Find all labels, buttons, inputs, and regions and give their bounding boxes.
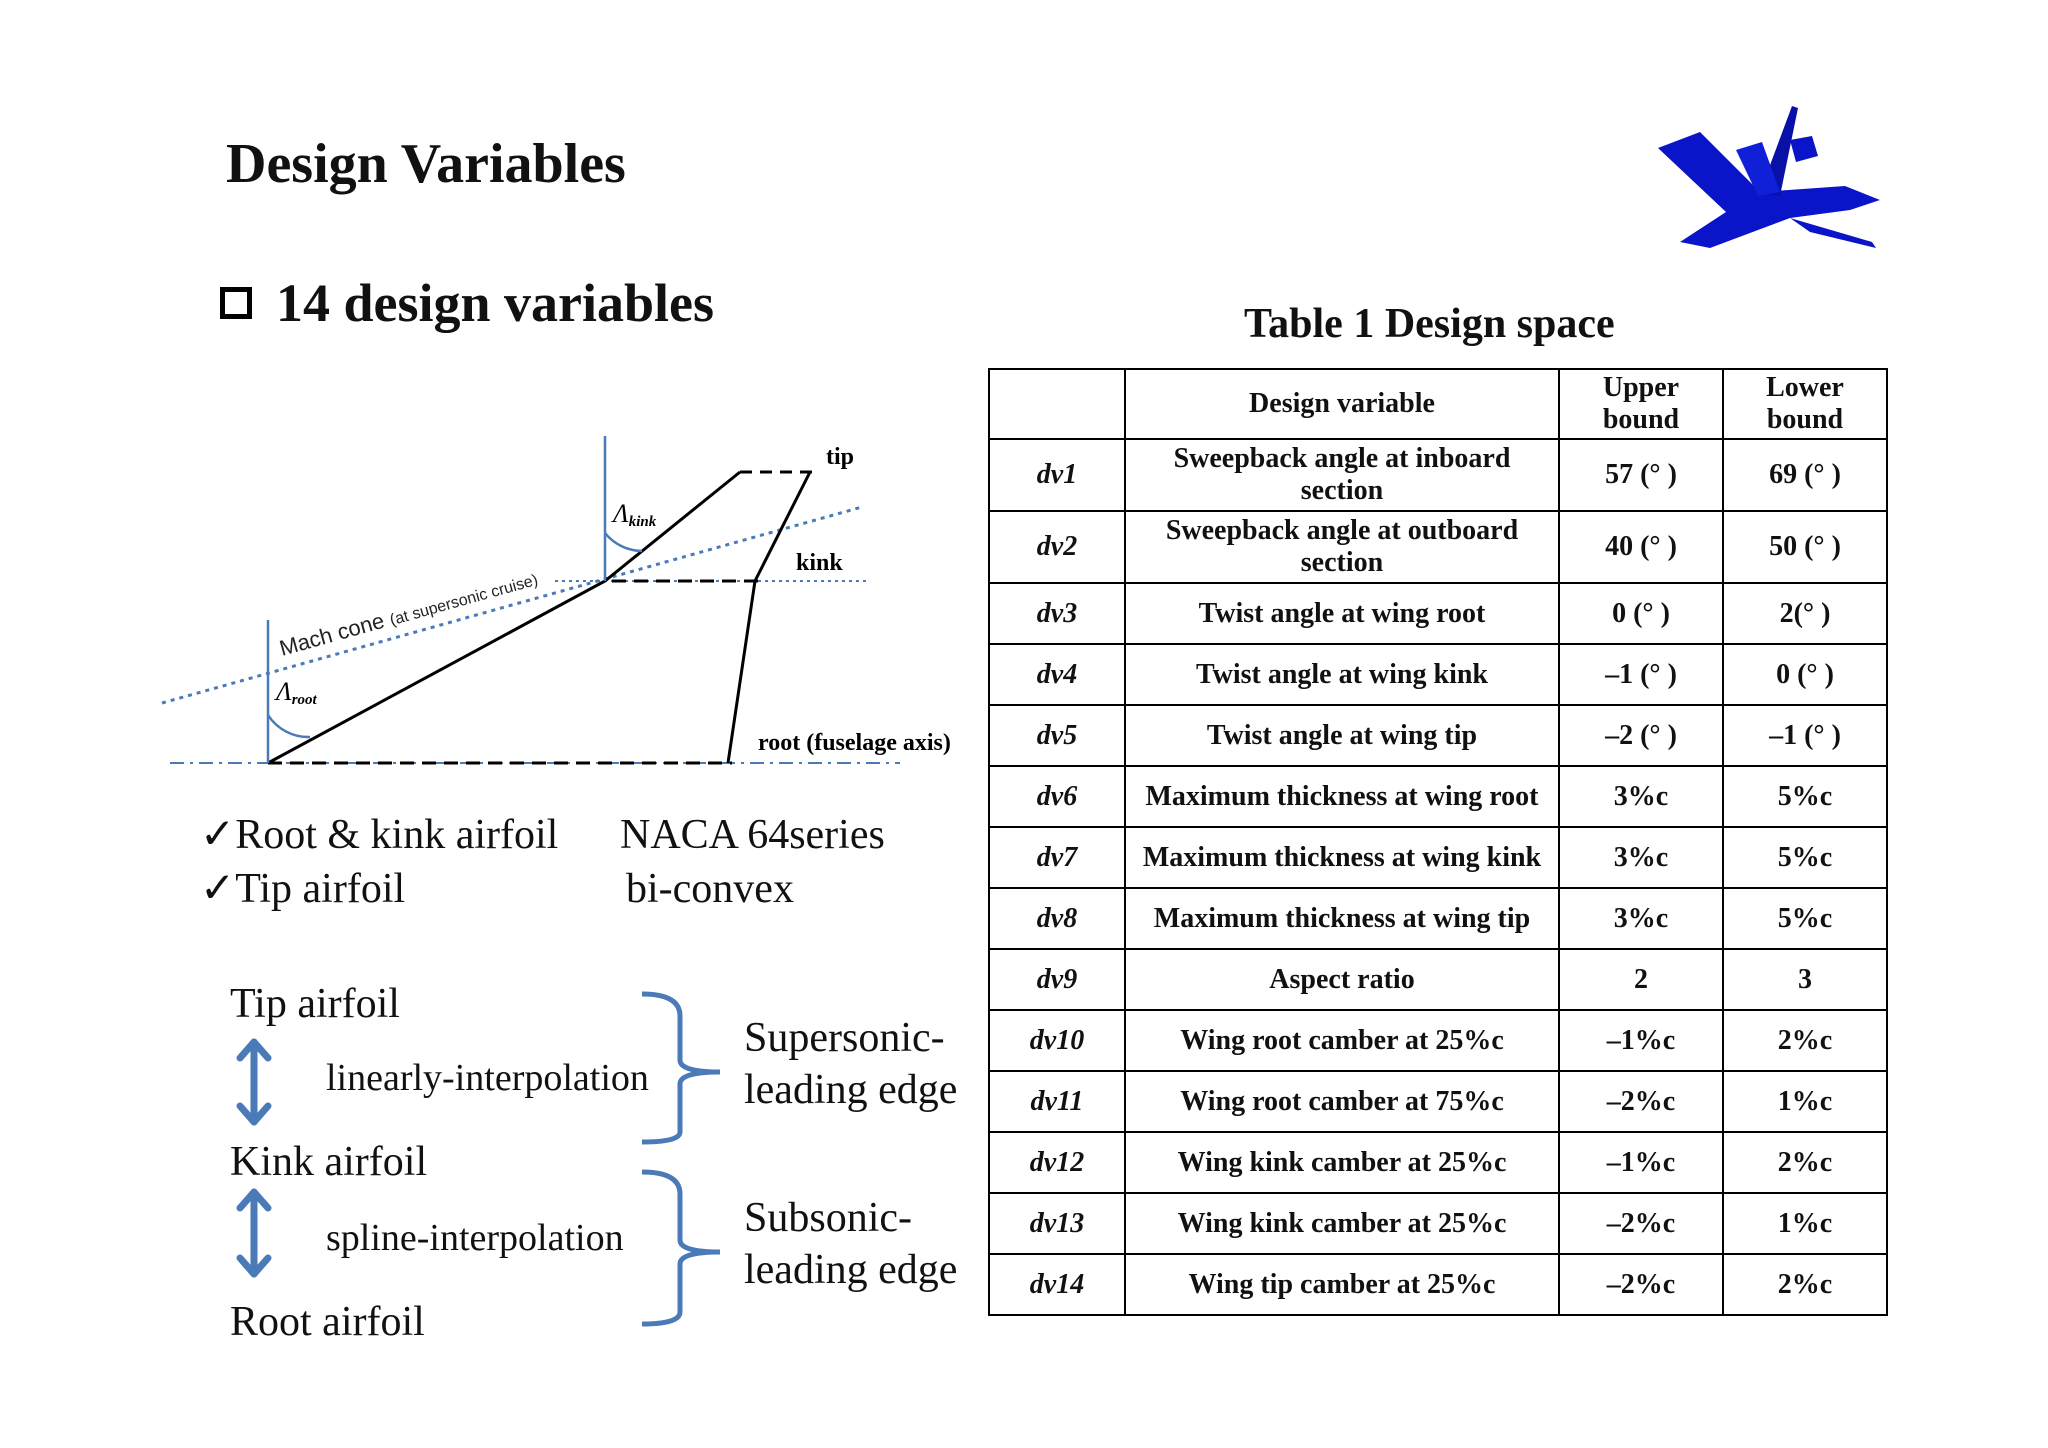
spline-interp-label: spline-interpolation bbox=[326, 1217, 624, 1259]
bullet-item bbox=[220, 272, 714, 334]
dv-id-cell: dv7 bbox=[989, 827, 1125, 888]
right-brace-icon bbox=[642, 994, 720, 1142]
table-row bbox=[989, 705, 1887, 766]
interp-graphics bbox=[150, 960, 990, 1360]
airfoil-row bbox=[200, 862, 885, 916]
airplane-icon bbox=[1640, 100, 1890, 270]
upper-bound-cell: –1%c bbox=[1559, 1010, 1723, 1071]
lower-bound-cell: 3 bbox=[1723, 949, 1887, 1010]
upper-bound-cell: 40 (° ) bbox=[1559, 511, 1723, 583]
root-airfoil-label: Root airfoil bbox=[230, 1299, 425, 1345]
lambda-root-label: Λroot bbox=[276, 677, 317, 708]
table-row bbox=[989, 1010, 1887, 1071]
table-row bbox=[989, 827, 1887, 888]
lower-bound-cell: 0 (° ) bbox=[1723, 644, 1887, 705]
upper-bound-cell: 3%c bbox=[1559, 766, 1723, 827]
table-row bbox=[989, 888, 1887, 949]
table-row bbox=[989, 583, 1887, 644]
upper-bound-cell: 3%c bbox=[1559, 888, 1723, 949]
dv-id-cell: dv3 bbox=[989, 583, 1125, 644]
table-row bbox=[989, 511, 1887, 583]
upper-bound-cell: –2%c bbox=[1559, 1254, 1723, 1315]
airfoil-value: NACA 64series bbox=[620, 812, 885, 858]
upper-bound-cell: –1%c bbox=[1559, 1132, 1723, 1193]
header-cell bbox=[989, 369, 1125, 439]
lower-bound-cell: 2%c bbox=[1723, 1132, 1887, 1193]
wing-planform-diagram bbox=[150, 420, 980, 780]
header-cell: Upper bound bbox=[1559, 369, 1723, 439]
interpolation-schematic bbox=[150, 960, 990, 1360]
mach-cone-label: Mach cone (at supersonic cruise) bbox=[276, 571, 540, 661]
lambda-kink-label: Λkink bbox=[613, 499, 657, 530]
root-angle-arc bbox=[268, 715, 310, 737]
dv-id-cell: dv13 bbox=[989, 1193, 1125, 1254]
tip-airfoil-label: Tip airfoil bbox=[230, 981, 400, 1027]
dv-name-cell: Maximum thickness at wing kink bbox=[1125, 827, 1559, 888]
upper-bound-cell: 3%c bbox=[1559, 827, 1723, 888]
table-row bbox=[989, 1071, 1887, 1132]
dv-name-cell: Sweepback angle at inboard section bbox=[1125, 439, 1559, 511]
dv-name-cell: Maximum thickness at wing tip bbox=[1125, 888, 1559, 949]
dv-name-cell: Twist angle at wing root bbox=[1125, 583, 1559, 644]
table-row bbox=[989, 1254, 1887, 1315]
dv-name-cell: Sweepback angle at outboard section bbox=[1125, 511, 1559, 583]
lower-bound-cell: 5%c bbox=[1723, 888, 1887, 949]
root-label: root (fuselage axis) bbox=[758, 730, 951, 756]
dv-name-cell: Wing root camber at 75%c bbox=[1125, 1071, 1559, 1132]
linear-interp-label: linearly-interpolation bbox=[326, 1057, 649, 1099]
lower-bound-cell: –1 (° ) bbox=[1723, 705, 1887, 766]
table-header-row bbox=[989, 369, 1887, 439]
dv-name-cell: Twist angle at wing kink bbox=[1125, 644, 1559, 705]
dv-name-cell: Wing tip camber at 25%c bbox=[1125, 1254, 1559, 1315]
lower-bound-cell: 1%c bbox=[1723, 1193, 1887, 1254]
airfoil-row bbox=[200, 808, 885, 862]
upper-bound-cell: –2%c bbox=[1559, 1193, 1723, 1254]
dv-name-cell: Wing kink camber at 25%c bbox=[1125, 1193, 1559, 1254]
subsonic-label-2: leading edge bbox=[744, 1247, 958, 1293]
kink-airfoil-label: Kink airfoil bbox=[230, 1139, 428, 1185]
dv-id-cell: dv11 bbox=[989, 1071, 1125, 1132]
upper-bound-cell: –2 (° ) bbox=[1559, 705, 1723, 766]
dv-id-cell: dv1 bbox=[989, 439, 1125, 511]
table-row bbox=[989, 439, 1887, 511]
lower-bound-cell: 2%c bbox=[1723, 1010, 1887, 1071]
double-arrow-icon bbox=[240, 1192, 268, 1274]
lower-bound-cell: 5%c bbox=[1723, 827, 1887, 888]
kink-angle-arc bbox=[605, 533, 642, 551]
header-cell: Lower bound bbox=[1723, 369, 1887, 439]
upper-bound-cell: 0 (° ) bbox=[1559, 583, 1723, 644]
dv-name-cell: Aspect ratio bbox=[1125, 949, 1559, 1010]
kink-label: kink bbox=[796, 550, 843, 576]
supersonic-label-2: leading edge bbox=[744, 1067, 958, 1113]
dv-id-cell: dv10 bbox=[989, 1010, 1125, 1071]
upper-bound-cell: –1 (° ) bbox=[1559, 644, 1723, 705]
table-row bbox=[989, 949, 1887, 1010]
dv-id-cell: dv12 bbox=[989, 1132, 1125, 1193]
dv-id-cell: dv5 bbox=[989, 705, 1125, 766]
dv-id-cell: dv9 bbox=[989, 949, 1125, 1010]
trailing-edge bbox=[728, 472, 810, 763]
airfoil-list bbox=[200, 808, 885, 916]
table-row bbox=[989, 644, 1887, 705]
design-space-table bbox=[988, 368, 1888, 1316]
upper-bound-cell: 2 bbox=[1559, 949, 1723, 1010]
lower-bound-cell: 69 (° ) bbox=[1723, 439, 1887, 511]
airfoil-value: bi-convex bbox=[626, 866, 794, 912]
airfoil-label: ✓Tip airfoil bbox=[200, 866, 406, 912]
supersonic-label-1: Supersonic- bbox=[744, 1015, 945, 1061]
lower-bound-cell: 1%c bbox=[1723, 1071, 1887, 1132]
dv-id-cell: dv2 bbox=[989, 511, 1125, 583]
airfoil-label: ✓Root & kink airfoil bbox=[200, 812, 559, 858]
dv-name-cell: Twist angle at wing tip bbox=[1125, 705, 1559, 766]
table-caption: Table 1 Design space bbox=[1244, 301, 1615, 347]
subsonic-label-1: Subsonic- bbox=[744, 1195, 912, 1241]
slide-title: Design Variables bbox=[226, 133, 626, 195]
right-brace-icon bbox=[642, 1172, 720, 1324]
wing-outline bbox=[268, 472, 740, 763]
upper-bound-cell: –2%c bbox=[1559, 1071, 1723, 1132]
lower-bound-cell: 2(° ) bbox=[1723, 583, 1887, 644]
dv-id-cell: dv14 bbox=[989, 1254, 1125, 1315]
lower-bound-cell: 50 (° ) bbox=[1723, 511, 1887, 583]
square-bullet-icon bbox=[220, 287, 252, 319]
dv-id-cell: dv4 bbox=[989, 644, 1125, 705]
table-row bbox=[989, 1132, 1887, 1193]
double-arrow-icon bbox=[240, 1042, 268, 1122]
upper-bound-cell: 57 (° ) bbox=[1559, 439, 1723, 511]
bullet-text: 14 design variables bbox=[276, 273, 715, 333]
dv-name-cell: Maximum thickness at wing root bbox=[1125, 766, 1559, 827]
dv-id-cell: dv6 bbox=[989, 766, 1125, 827]
lower-bound-cell: 5%c bbox=[1723, 766, 1887, 827]
table-row bbox=[989, 1193, 1887, 1254]
table-row bbox=[989, 766, 1887, 827]
tip-label: tip bbox=[826, 444, 855, 470]
header-cell: Design variable bbox=[1125, 369, 1559, 439]
lower-bound-cell: 2%c bbox=[1723, 1254, 1887, 1315]
dv-name-cell: Wing root camber at 25%c bbox=[1125, 1010, 1559, 1071]
dv-name-cell: Wing kink camber at 25%c bbox=[1125, 1132, 1559, 1193]
dv-id-cell: dv8 bbox=[989, 888, 1125, 949]
